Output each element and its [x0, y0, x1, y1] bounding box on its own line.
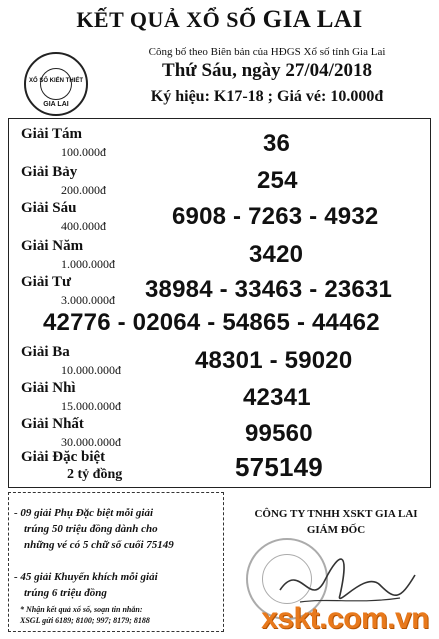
ticket-symbol-price: Ký hiệu: K17-18 ; Giá vé: 10.000đ: [150, 88, 384, 105]
prize-name: Giải Bảy: [21, 164, 78, 180]
prize-value: 100.000đ: [61, 145, 106, 159]
title-province: GIA LAI: [262, 6, 363, 33]
prize-value: 30.000.000đ: [61, 435, 121, 449]
prize-number: 42341: [243, 384, 311, 411]
prize-value: 200.000đ: [61, 183, 106, 197]
prize-number: 36: [263, 130, 291, 157]
prize-value: 400.000đ: [61, 219, 106, 233]
title-lead: KẾT QUẢ XỔ SỐ: [76, 7, 257, 32]
director-title: GIÁM ĐỐC: [306, 524, 366, 536]
prize-name: Giải Năm: [21, 238, 84, 254]
prize-value: 1.000.000đ: [61, 257, 115, 271]
prize-name: Giải Nhì: [21, 380, 76, 396]
seal-inner-ring: [40, 68, 72, 100]
prize-value: 10.000.000đ: [61, 363, 121, 377]
seal-bottom-text: GIA LAI: [43, 101, 69, 108]
subtitle: Công bố theo Biên bản của HĐGS Xổ số tỉnh Gia Lai: [148, 46, 386, 58]
note-consolation-line3: những vé có 5 chữ số cuối 75149: [24, 539, 174, 551]
prize-value: 3.000.000đ: [61, 293, 115, 307]
prize-number: 99560: [245, 420, 313, 447]
note-consolation-line1: - 09 giải Phụ Đặc biệt mỗi giải: [14, 507, 154, 519]
company-seal-logo: [24, 52, 88, 116]
note-consolation-line2: trúng 50 triệu đồng dành cho: [24, 523, 158, 535]
website-watermark: xskt.com.vn: [261, 602, 429, 635]
prize-name: Giải Tám: [21, 126, 82, 142]
prize-number: 42776 - 02064 - 54865 - 44462: [43, 309, 380, 336]
prize-name: Giải Sáu: [21, 200, 77, 216]
prize-name: Giải Nhất: [21, 416, 84, 432]
note-encouragement-line1: - 45 giải Khuyến khích mỗi giải: [14, 571, 158, 583]
company-name: CÔNG TY TNHH XSKT GIA LAI: [254, 508, 418, 520]
prize-name: Giải Tư: [21, 274, 71, 290]
seal-top-text: XỔ SỐ KIẾN THIẾT: [28, 78, 83, 84]
prize-name: Giải Ba: [21, 344, 70, 360]
prize-number: 575149: [235, 452, 323, 482]
prize-value: 15.000.000đ: [61, 399, 121, 413]
prize-number: 254: [257, 167, 298, 194]
note-sms-line2: XSGL gửi 6189; 8100; 997; 8179; 8188: [20, 616, 150, 625]
results-box: [8, 118, 431, 488]
prize-number: 38984 - 33463 - 23631: [145, 276, 393, 303]
prize-number: 3420: [249, 241, 304, 268]
note-sms-line1: * Nhận kết quả xổ số, soạn tin nhắn:: [20, 605, 143, 614]
draw-date: Thứ Sáu, ngày 27/04/2018: [162, 60, 372, 81]
note-encouragement-line2: trúng 6 triệu đồng: [24, 587, 107, 599]
prize-value: 2 tỷ đồng: [67, 467, 123, 482]
page-title: [0, 6, 439, 34]
prize-name: Giải Đặc biệt: [21, 449, 106, 465]
prize-number: 48301 - 59020: [195, 347, 353, 374]
prize-number: 6908 - 7263 - 4932: [172, 203, 379, 230]
